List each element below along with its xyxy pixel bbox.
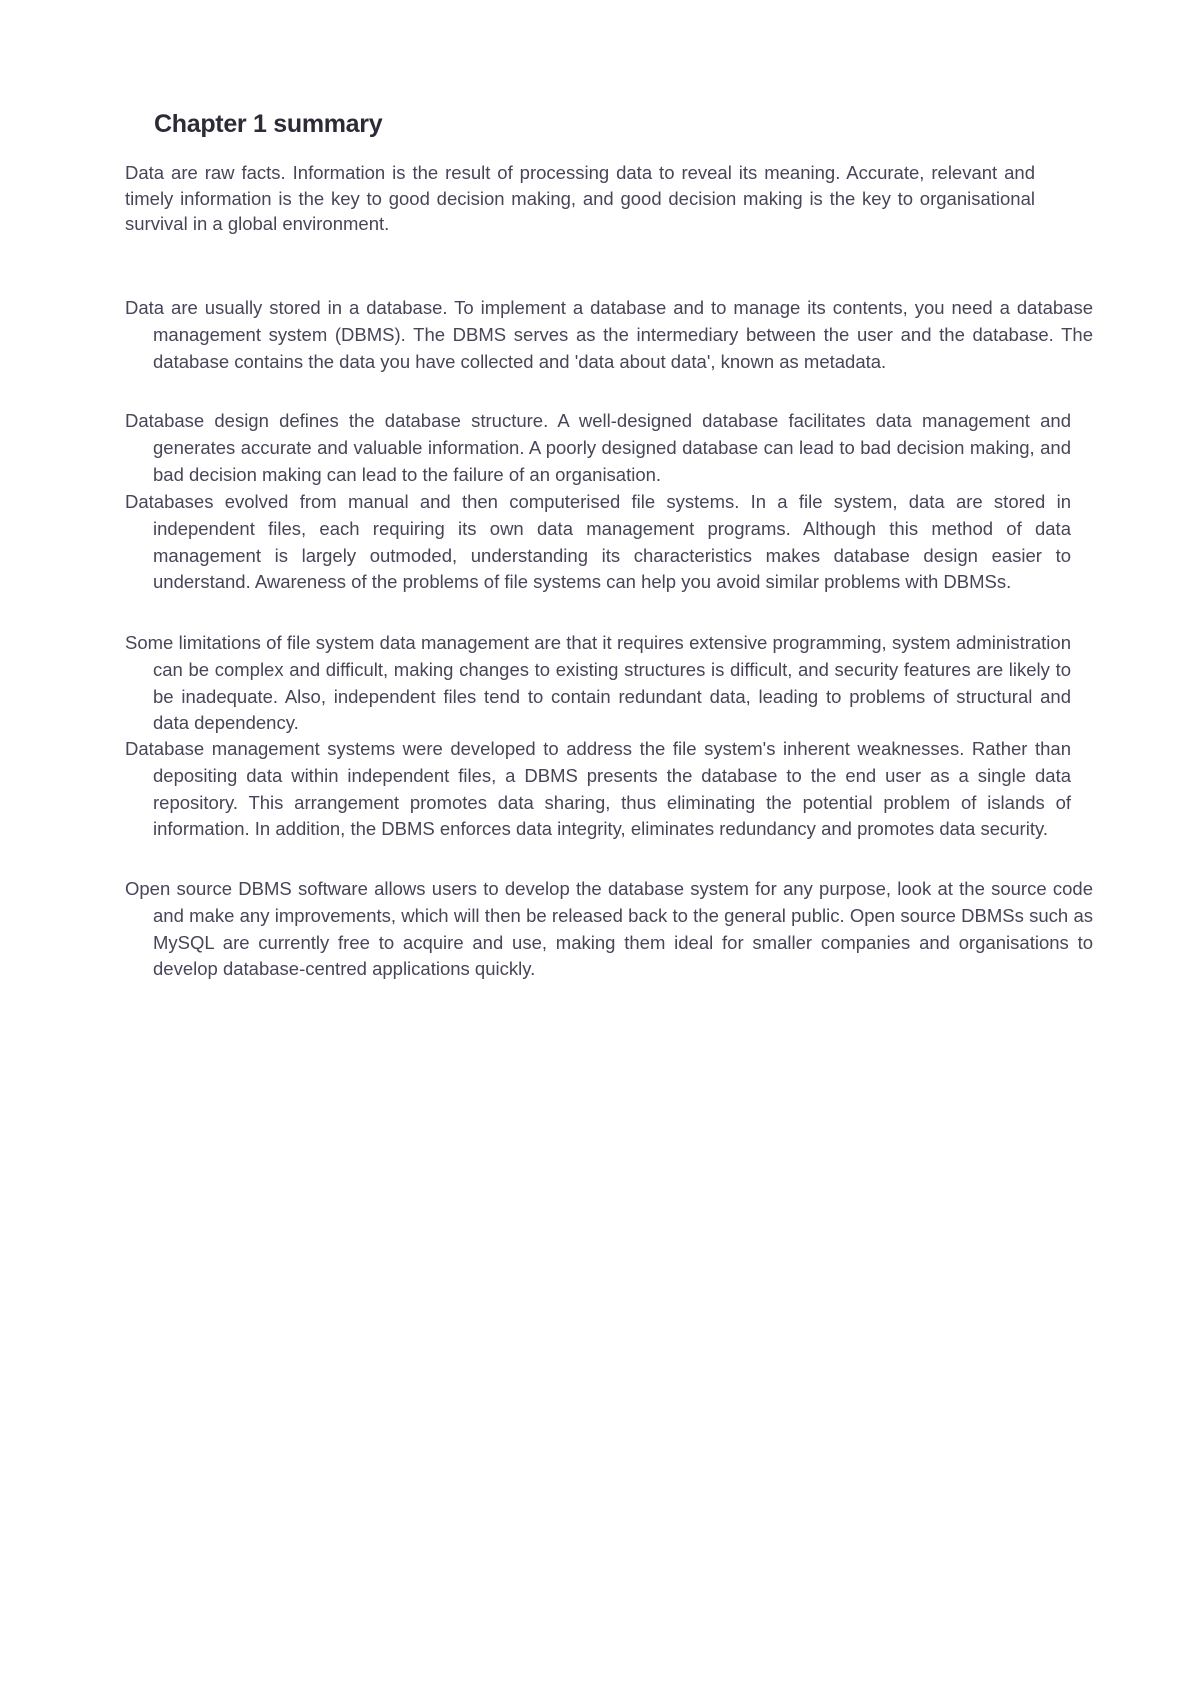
- page-title: Chapter 1 summary: [154, 110, 383, 138]
- paragraph-database-design: Database design defines the database structure. A well-designed database facilitates data management and generates accurate and valuable information. A poorly designed database can lead to bad decision making, and bad decision making can lead to the failure of an organisation.: [125, 410, 1071, 485]
- paragraph-database-storage: Data are usually stored in a database. To implement a database and to manage its contents, you need a database management system (DBMS). The DBMS serves as the intermediary between the user and the database. The database contains the data you have collected and 'data about data', known as metadata.: [125, 297, 1093, 372]
- paragraph-dbms-advantages: Database management systems were developed to address the file system's inherent weaknesses. Rather than depositing data within independent files, a DBMS presents the database to the end user as a single data repository. This arrangement promotes data sharing, thus eliminating the potential problem of islands of information. In addition, the DBMS enforces data integrity, eliminates redundancy and promotes data security.: [125, 738, 1071, 840]
- paragraph-file-system-limitations: Some limitations of file system data management are that it requires extensive programming, system administration can be complex and difficult, making changes to existing structures is difficult, and security features are likely to be inadequate. Also, independent files tend to contain redundant data, leading to problems of structural and data dependency.: [125, 632, 1071, 734]
- paragraph-open-source-dbms: Open source DBMS software allows users to develop the database system for any purpose, look at the source code and make any improvements, which will then be released back to the general public. Open source DBMSs such as MySQL are currently free to acquire and use, making them ideal for smaller companies and organisations to develop database-centred applications quickly.: [125, 878, 1093, 980]
- intro-paragraph: Data are raw facts. Information is the result of processing data to reveal its meaning. Accurate, relevant and timely information is the key to good decision making, and good decision making is the key to organisational survival in a global environment.: [125, 162, 1035, 234]
- paragraph-file-systems: Databases evolved from manual and then computerised file systems. In a file system, data are stored in independent files, each requiring its own data management programs. Although this method of data management is largely outmoded, understanding its characteristics makes database design easier to understand. Awareness of the problems of file systems can help you avoid similar problems with DBMSs.: [125, 491, 1071, 593]
